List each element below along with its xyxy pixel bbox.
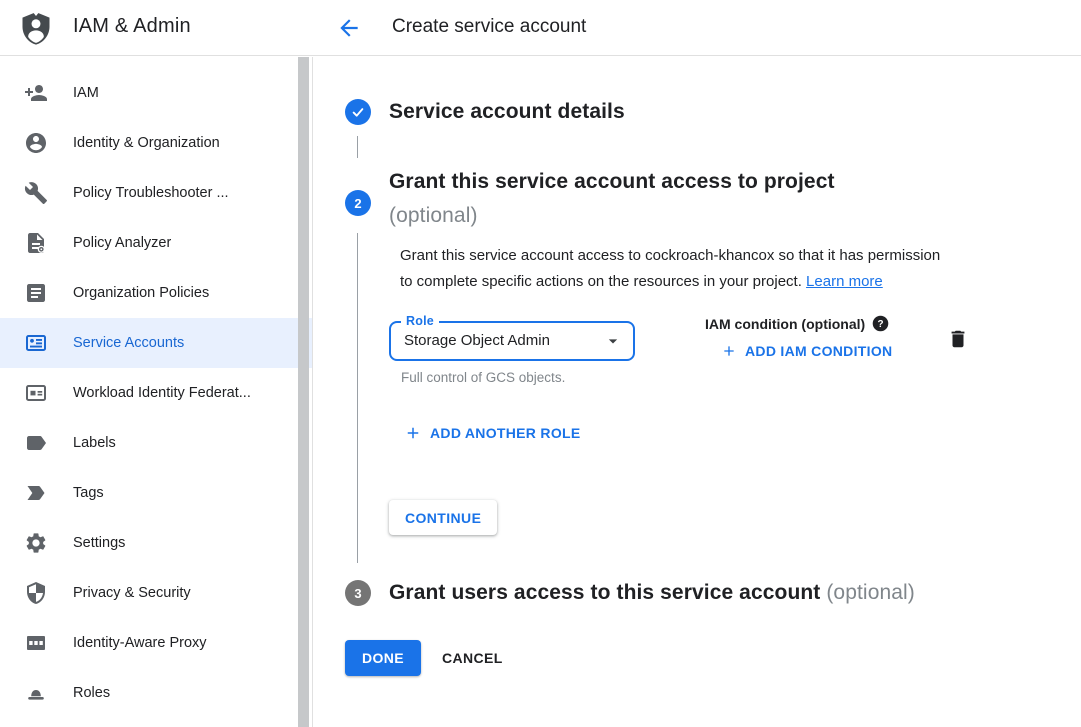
hat-icon: [24, 681, 48, 705]
step2-description: [400, 243, 988, 295]
sidebar-item-label: Settings: [73, 535, 126, 551]
sidebar-item-label: Service Accounts: [73, 335, 185, 351]
app-header: [0, 0, 1081, 56]
sidebar-item-label: Roles: [73, 685, 111, 701]
page-title: Create service account: [392, 16, 587, 37]
step2-indicator: [345, 190, 371, 216]
tag-arrow-icon: [24, 481, 48, 505]
sidebar-item-policy-troubleshooter[interactable]: [0, 168, 312, 218]
add-another-role-button[interactable]: [404, 424, 581, 442]
step-connector: [357, 136, 358, 158]
shield-icon: [24, 581, 48, 605]
step-connector: [357, 233, 358, 563]
add-iam-condition-button[interactable]: [721, 343, 892, 359]
service-account-badge-icon: [24, 331, 48, 355]
step3-number: 3: [354, 585, 362, 601]
done-button[interactable]: DONE: [345, 640, 421, 676]
description-line1: Grant this service account access to cockroach-khancox so that it has permission: [400, 247, 941, 264]
sidebar-item-label: Policy Troubleshooter ...: [73, 185, 229, 201]
sidebar-item-service-accounts[interactable]: [0, 318, 312, 368]
add-iam-condition-label: ADD IAM CONDITION: [745, 343, 893, 359]
step3-title-row: [389, 581, 915, 605]
account-circle-icon: [24, 131, 48, 155]
continue-button[interactable]: CONTINUE: [389, 500, 497, 535]
plus-icon: [721, 343, 737, 359]
sidebar-item-label: Privacy & Security: [73, 585, 191, 601]
sidebar-item-roles[interactable]: [0, 668, 312, 718]
check-icon: [351, 105, 365, 119]
iam-condition-label-row: [705, 315, 889, 332]
step2-title-line1: Grant this service account access to project: [389, 170, 835, 193]
sidebar-item-label: Policy Analyzer: [73, 235, 172, 251]
cancel-button[interactable]: CANCEL: [442, 647, 503, 669]
iam-shield-logo-icon: [18, 10, 54, 46]
role-helper-text: Full control of GCS objects.: [401, 370, 566, 385]
plus-icon: [404, 424, 422, 442]
step2-number: 2: [354, 195, 362, 211]
sidebar-item-label: Workload Identity Federat...: [73, 385, 251, 401]
sidebar-item-label: Organization Policies: [73, 285, 210, 301]
role-selected-value: Storage Object Admin: [404, 332, 550, 349]
svg-text:?: ?: [877, 319, 884, 331]
back-arrow-icon[interactable]: [336, 15, 362, 41]
document-gear-icon: [24, 231, 48, 255]
product-title: IAM & Admin: [73, 15, 191, 37]
sidebar-item-privacy-security[interactable]: [0, 568, 312, 618]
help-icon[interactable]: [872, 315, 889, 332]
sidebar-item-label: Labels: [73, 435, 116, 451]
step1-title[interactable]: Service account details: [389, 100, 625, 123]
gear-icon: [24, 531, 48, 555]
step3-title-optional: (optional): [826, 581, 915, 604]
sidebar-item-label: IAM: [73, 85, 99, 101]
step3-title: Grant users access to this service account: [389, 581, 821, 604]
step2-title-line2: (optional): [389, 204, 478, 227]
id-card-icon: [24, 381, 48, 405]
trash-icon: [947, 328, 969, 350]
sidebar-scrollbar[interactable]: [298, 57, 309, 727]
label-tag-icon: [24, 431, 48, 455]
description-line2: to complete specific actions on the resources in your project.: [400, 273, 802, 290]
sidebar-item-policy-analyzer[interactable]: [0, 218, 312, 268]
document-lines-icon: [24, 281, 48, 305]
sidebar-item-identity-organization[interactable]: [0, 118, 312, 168]
sidebar-item-workload-identity-federation[interactable]: [0, 368, 312, 418]
sidebar-item-labels[interactable]: [0, 418, 312, 468]
sidebar-item-iam[interactable]: [0, 68, 312, 118]
sidebar-item-settings[interactable]: [0, 518, 312, 568]
role-select[interactable]: [389, 314, 635, 361]
sidebar-item-identity-aware-proxy[interactable]: [0, 618, 312, 668]
sidebar-item-tags[interactable]: [0, 468, 312, 518]
add-another-role-label: ADD ANOTHER ROLE: [430, 425, 581, 441]
proxy-grid-icon: [24, 631, 48, 655]
wrench-icon: [24, 181, 48, 205]
sidebar-item-organization-policies[interactable]: [0, 268, 312, 318]
role-field-label: Role: [401, 314, 439, 328]
person-add-icon: [24, 81, 48, 105]
sidebar-item-label: Identity & Organization: [73, 135, 220, 151]
chevron-down-icon: [603, 331, 623, 351]
iam-condition-label: IAM condition (optional): [705, 315, 866, 332]
sidebar-item-label: Tags: [73, 485, 104, 501]
sidebar-item-label: Identity-Aware Proxy: [73, 635, 207, 651]
step1-indicator: [345, 99, 371, 125]
delete-role-button[interactable]: [947, 328, 969, 350]
step3-indicator: [345, 580, 371, 606]
learn-more-link[interactable]: Learn more: [806, 273, 883, 290]
sidebar-nav: [0, 57, 313, 727]
